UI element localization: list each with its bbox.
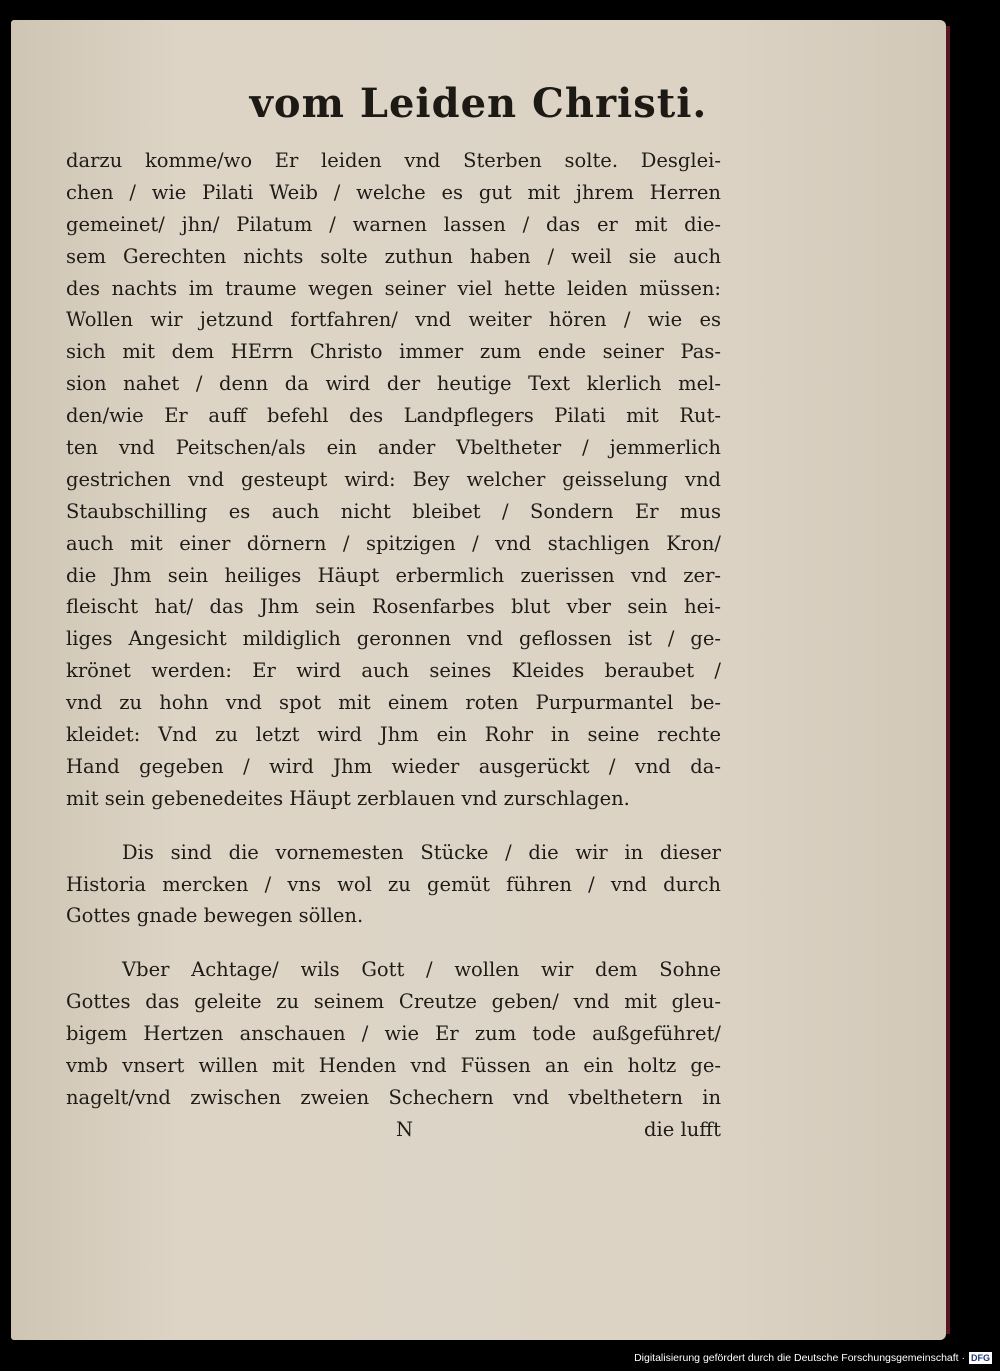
text-line: krönet werden: Er wird auch seines Kleides beraubet /: [66, 659, 721, 683]
text-line: den/wie Er auff befehl des Landpflegers Pilati mit Rut-: [66, 404, 721, 428]
text-line: Gottes das geleite zu seinem Creutze geben/ vnd mit gleu-: [66, 990, 721, 1014]
paragraph-2: [66, 837, 721, 933]
text-line: Staubschilling es auch nicht bleibet / Sondern Er mus: [66, 499, 721, 523]
text-line: vnd zu hohn vnd spot mit einem roten Purpurmantel be-: [66, 691, 721, 715]
text-line: kleidet: Vnd zu letzt wird Jhm ein Rohr in seine rechte: [66, 723, 721, 747]
catchword: die lufft: [644, 1117, 721, 1141]
text-line: Dis sind die vornemesten Stücke / die wir in dieser: [122, 840, 721, 864]
paragraph-gap: [66, 815, 721, 837]
text-line: bigem Hertzen anschauen / wie Er zum tode außgeführet/: [66, 1022, 721, 1046]
text-line: gemeinet/ jhn/ Pilatum / warnen lassen / das er mit die-: [66, 212, 721, 236]
text-line: chen / wie Pilati Weib / welche es gut mit jhrem Herren: [66, 180, 721, 204]
credit-text: Digitalisierung gefördert durch die Deutsche Forschungsgemeinschaft ·: [634, 1352, 965, 1364]
text-line: Vber Achtage/ wils Gott / wollen wir dem Sohne: [122, 958, 721, 982]
text-line: die Jhm sein heiliges Häupt erbermlich zuerissen vnd zer-: [66, 563, 721, 587]
running-head: vom Leiden Christi.: [249, 80, 708, 127]
text-line: vmb vnsert willen mit Henden vnd Füssen an ein holtz ge-: [66, 1054, 721, 1078]
paragraph-3: [66, 954, 721, 1113]
page-foot: [66, 1114, 721, 1146]
text-line: Wollen wir jetzund fortfahren/ vnd weiter hören / wie es: [66, 308, 721, 332]
text-line: mit sein gebenedeites Häupt zerblauen vnd zurschlagen.: [66, 786, 630, 810]
book-page: [11, 20, 946, 1340]
text-line: fleischt hat/ das Jhm sein Rosenfarbes blut vber sein hei-: [66, 595, 721, 619]
text-line: auch mit einer dörnern / spitzigen / vnd stachligen Kron/: [66, 531, 721, 555]
page-edge: [946, 26, 950, 1334]
dfg-logo-icon: DFG: [971, 1353, 990, 1363]
body-text: [66, 145, 721, 1146]
funding-credit: [634, 1351, 992, 1365]
text-line: nagelt/vnd zwischen zweien Schechern vnd vbelthetern in: [66, 1085, 721, 1109]
signature-mark: N: [396, 1117, 414, 1141]
text-line: darzu komme/wo Er leiden vnd Sterben solte. Desglei-: [66, 149, 721, 172]
text-line: liges Angesicht mildiglich geronnen vnd geflossen ist / ge-: [66, 627, 721, 651]
text-line: gestrichen vnd gesteupt wird: Bey welcher geisselung vnd: [66, 467, 721, 491]
paragraph-gap: [66, 932, 721, 954]
text-line: sich mit dem HErrn Christo immer zum ende seiner Pas-: [66, 340, 721, 364]
paragraph-1: [66, 145, 721, 815]
text-line: Hand gegeben / wird Jhm wieder ausgerückt / vnd da-: [66, 754, 721, 778]
text-line: sion nahet / denn da wird der heutige Text klerlich mel-: [66, 372, 721, 396]
text-line: des nachts im traume wegen seiner viel hette leiden müssen:: [66, 276, 721, 300]
text-line: ten vnd Peitschen/als ein ander Vbeltheter / jemmerlich: [66, 436, 721, 460]
text-line: sem Gerechten nichts solte zuthun haben / weil sie auch: [66, 244, 721, 268]
text-line: Historia mercken / vns wol zu gemüt führen / vnd durch: [66, 872, 721, 896]
text-line: Gottes gnade bewegen söllen.: [66, 904, 364, 928]
